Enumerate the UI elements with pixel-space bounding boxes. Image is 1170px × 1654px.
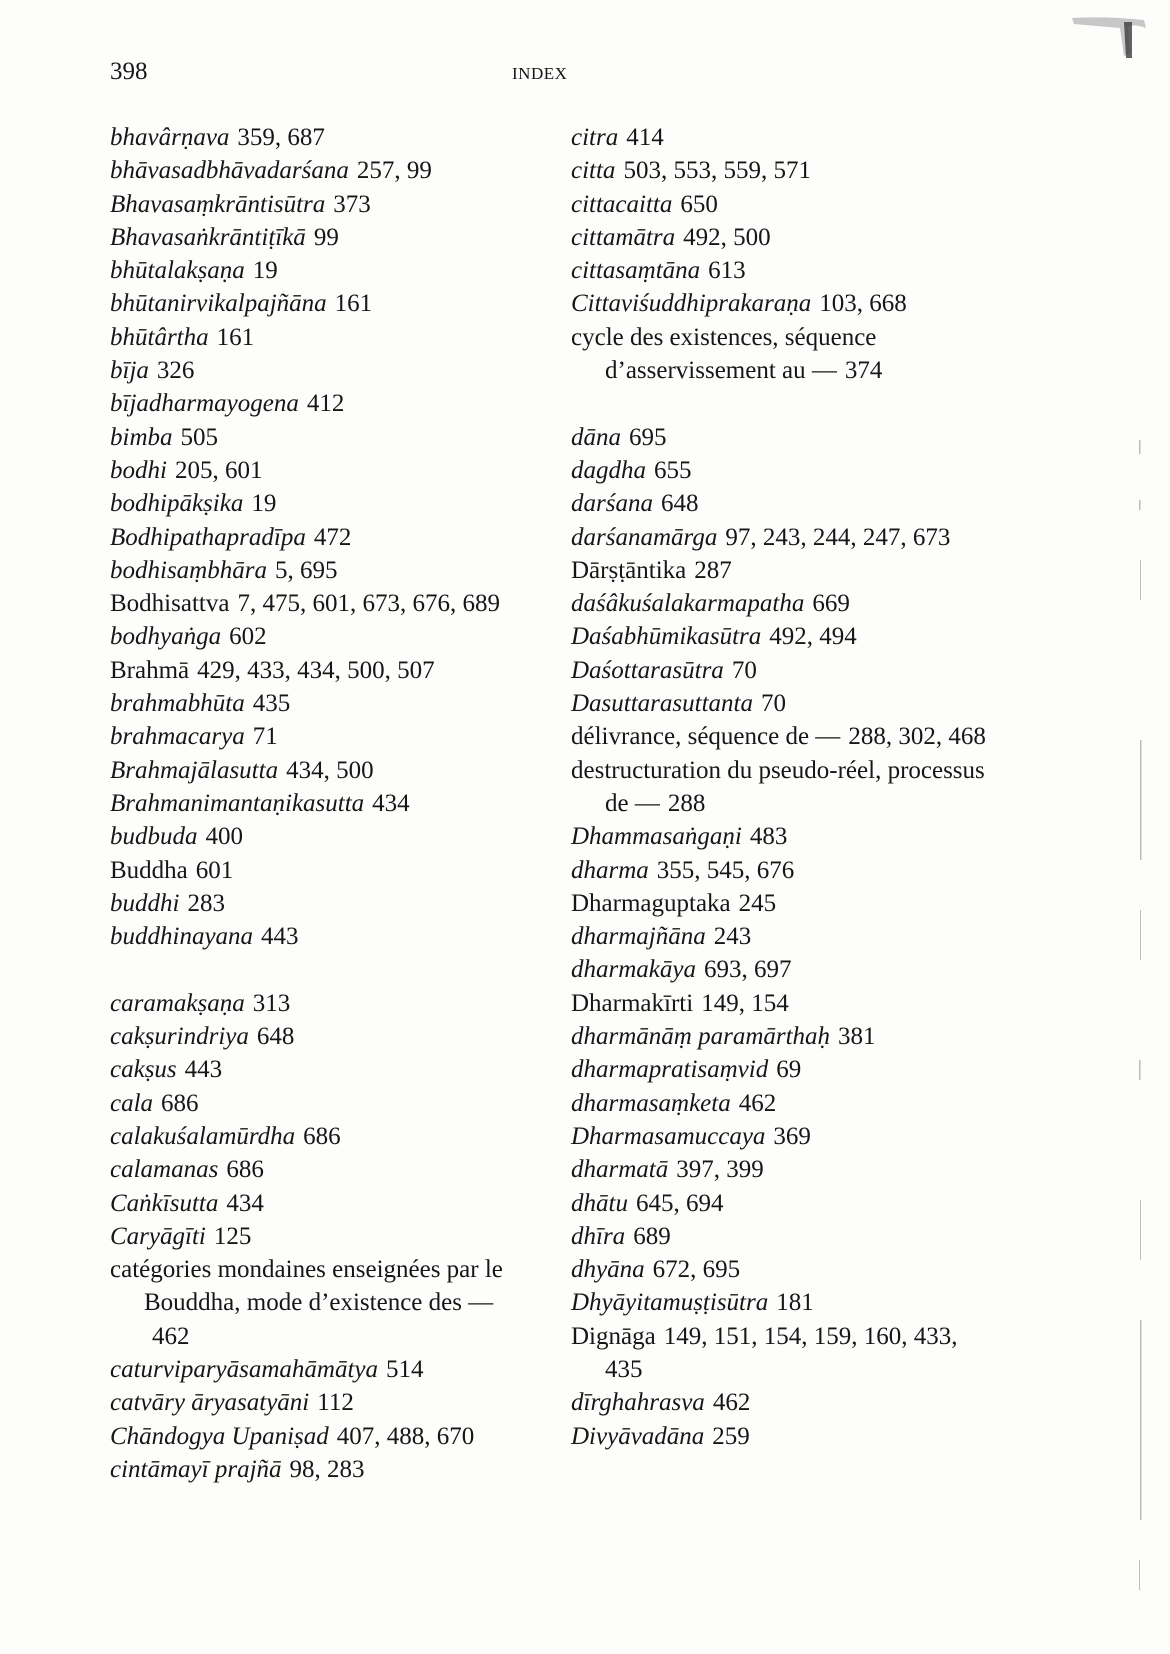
index-term: dharmakāya: [571, 956, 696, 984]
index-term: Dharmasamuccaya: [571, 1122, 766, 1150]
page-references: 243: [713, 923, 752, 951]
margin-specks: [1136, 440, 1146, 1640]
index-term: cakṣurindriya: [110, 1023, 249, 1051]
running-head: INDEX: [512, 64, 568, 83]
page-references: 412: [306, 390, 345, 418]
index-entry: [110, 620, 530, 653]
index-term: bhavârṇava: [110, 124, 230, 151]
index-entry: [571, 654, 991, 687]
page-references: 381: [838, 1023, 876, 1051]
index-term: Caryāgīti: [110, 1222, 206, 1250]
index-entry: [571, 421, 991, 454]
index-term: cakṣus: [110, 1056, 177, 1084]
page-references: 434, 500: [286, 756, 374, 784]
page-references: 669: [812, 590, 850, 618]
page-references: 149, 151, 154, 159, 160, 433, 435: [605, 1322, 958, 1383]
index-entry: [571, 487, 991, 520]
index-entry: [110, 1153, 530, 1186]
index-entry: [571, 754, 991, 821]
index-entry: [571, 987, 991, 1020]
page-references: 283: [187, 889, 225, 917]
page-references: 70: [760, 690, 786, 718]
index-entry: [571, 188, 991, 221]
page-references: 369: [773, 1122, 811, 1150]
index-entry: [571, 820, 991, 853]
index-entry: [571, 720, 991, 753]
index-term: dagdha: [571, 456, 646, 484]
page-references: 125: [213, 1222, 252, 1250]
index-term: calamanas: [110, 1156, 219, 1184]
page-references: 99: [313, 223, 339, 251]
index-term: délivrance, séquence de —: [571, 723, 841, 751]
page-references: 407, 488, 670: [336, 1422, 475, 1450]
index-entry: [571, 1053, 991, 1086]
index-term: buddhinayana: [110, 923, 254, 951]
index-term: bodhyaṅga: [110, 623, 222, 651]
page-references: 648: [660, 490, 699, 518]
page-references: 655: [654, 456, 692, 484]
index-term: cittacaitta: [571, 190, 673, 218]
page-references: 259: [712, 1422, 750, 1450]
index-entry: [571, 254, 991, 287]
page-references: 648: [256, 1023, 295, 1051]
index-entry: [110, 387, 530, 420]
page-references: 514: [386, 1355, 424, 1383]
index-term: dhyāna: [571, 1256, 645, 1284]
index-term: bīja: [110, 357, 149, 385]
page-references: 97, 243, 244, 247, 673: [725, 523, 951, 551]
index-term: Caṅkīsutta: [110, 1189, 219, 1217]
index-entry: [110, 321, 530, 354]
page-references: 462: [738, 1089, 777, 1117]
index-entry: [110, 654, 530, 687]
page-references: 686: [161, 1089, 199, 1117]
index-entry: [571, 887, 991, 920]
page-references: 443: [261, 923, 299, 951]
index-term: Divyāvadāna: [571, 1422, 705, 1450]
page-references: 257, 99: [356, 157, 432, 185]
index-entry: [110, 554, 530, 587]
page-references: 288, 302, 468: [848, 723, 986, 751]
index-term: dharmapratisaṃvid: [571, 1056, 769, 1084]
index-entry: [571, 1120, 991, 1153]
section-gap: [110, 953, 530, 986]
index-term: dharmānāṃ paramārthaḥ: [571, 1023, 831, 1051]
page-references: 71: [252, 723, 278, 751]
index-entry: [571, 953, 991, 986]
index-term: Cittaviśuddhiprakaraṇa: [571, 290, 812, 318]
index-term: bhāvasadbhāvadarśana: [110, 157, 349, 185]
index-term: darśana: [571, 490, 653, 518]
index-term: cittamātra: [571, 223, 676, 251]
index-entry: [110, 254, 530, 287]
page-references: 645, 694: [635, 1189, 724, 1217]
page-references: 434: [226, 1189, 264, 1217]
index-term: cycle des existences, séquence d’asservissement au —: [571, 323, 877, 385]
index-entry: [571, 454, 991, 487]
index-term: Dasuttarasuttanta: [571, 690, 753, 718]
page-references: 98, 283: [289, 1455, 365, 1483]
index-term: Brahmajālasutta: [110, 756, 279, 784]
index-entry: [571, 587, 991, 620]
index-term: dharmajñāna: [571, 923, 706, 951]
index-entry: [571, 1020, 991, 1053]
index-term: Chāndogya Upaniṣad: [110, 1422, 329, 1450]
page-references: 435: [252, 690, 291, 718]
page-references: 69: [776, 1056, 802, 1084]
index-term: budbuda: [110, 823, 198, 851]
page-references: 359, 687: [237, 124, 325, 151]
index-entry: [110, 720, 530, 753]
index-term: dāna: [571, 423, 621, 451]
page-references: 245: [738, 889, 777, 917]
index-entry: [110, 354, 530, 387]
index-term: daśâkuśalakarmapatha: [571, 590, 805, 618]
page-references: 462: [152, 1322, 190, 1350]
page-references: 503, 553, 559, 571: [623, 157, 811, 185]
index-entry: [110, 1353, 530, 1386]
index-term: caturviparyāsamahāmātya: [110, 1355, 379, 1383]
index-entry: [110, 1187, 530, 1220]
index-term: Brahmā: [110, 656, 190, 684]
index-term: darśanamārga: [571, 523, 718, 551]
page-references: 602: [229, 623, 267, 651]
index-entry: [571, 287, 991, 320]
page-references: 693, 697: [703, 956, 792, 984]
page-references: 492, 500: [683, 223, 771, 251]
page-references: 483: [749, 823, 788, 851]
page-references: 601: [195, 856, 234, 884]
index-term: bhūtârtha: [110, 323, 209, 351]
page-references: 7, 475, 601, 673, 676, 689: [237, 590, 500, 618]
page-references: 19: [252, 257, 278, 285]
page-references: 686: [226, 1156, 264, 1184]
index-entry: [571, 1153, 991, 1186]
index-term: destructuration du pseudo-réel, processus de —: [571, 756, 985, 817]
index-term: cittasaṃtāna: [571, 257, 701, 285]
page-references: 400: [205, 823, 243, 851]
page-references: 434: [372, 789, 410, 817]
index-entry: [110, 287, 530, 320]
index-term: citta: [571, 157, 616, 185]
index-entry: [571, 1253, 991, 1286]
page-references: 689: [633, 1222, 671, 1250]
index-entry: [571, 521, 991, 554]
index-term: dharmatā: [571, 1156, 669, 1184]
index-term: bījadharmayogena: [110, 390, 299, 418]
index-term: bodhisaṃbhāra: [110, 556, 267, 584]
index-entry: [571, 321, 991, 388]
index-entry: [110, 587, 530, 620]
page-references: 70: [731, 656, 757, 684]
index-entry: [571, 1320, 991, 1387]
index-entry: [110, 221, 530, 254]
index-term: dīrghahrasva: [571, 1389, 705, 1417]
index-entry: [110, 487, 530, 520]
index-entry: [110, 1087, 530, 1120]
index-entry: [110, 1120, 530, 1153]
index-term: Dārṣṭāntika: [571, 556, 687, 584]
index-term: Dharmaguptaka: [571, 889, 731, 917]
index-entry: [571, 1386, 991, 1419]
index-column-right: [571, 121, 991, 1453]
index-entry: [571, 1187, 991, 1220]
page-references: 686: [303, 1122, 341, 1150]
page-references: 181: [776, 1289, 814, 1317]
page-references: 429, 433, 434, 500, 507: [197, 656, 435, 684]
page-references: 472: [313, 523, 352, 551]
index-entry: [571, 121, 991, 154]
index-entry: [571, 620, 991, 653]
index-term: Daśottarasūtra: [571, 656, 724, 684]
index-term: brahmabhūta: [110, 690, 245, 718]
index-term: cala: [110, 1089, 154, 1117]
index-entry: [571, 920, 991, 953]
index-entry: [110, 920, 530, 953]
page-references: 161: [216, 323, 255, 351]
index-entry: [110, 1453, 530, 1486]
index-entry: [110, 1020, 530, 1053]
page-references: 19: [251, 490, 277, 518]
page-references: 505: [180, 423, 218, 451]
index-term: catvāry āryasatyāni: [110, 1389, 310, 1417]
index-term: bodhi: [110, 456, 167, 484]
index-entry: [110, 188, 530, 221]
corner-smudge-icon: [1066, 14, 1150, 60]
page-references: 462: [712, 1389, 751, 1417]
page-references: 492, 494: [769, 623, 857, 651]
page-references: 5, 695: [274, 556, 338, 584]
page-references: 287: [694, 556, 732, 584]
index-entry: [571, 854, 991, 887]
index-term: Dignāga: [571, 1322, 656, 1350]
index-term: Dhyāyitamuṣṭisūtra: [571, 1289, 769, 1317]
page-references: 397, 399: [676, 1156, 764, 1184]
index-entry: [571, 1220, 991, 1253]
index-column-left: [110, 121, 530, 1486]
index-entry: [110, 820, 530, 853]
index-term: Dhammasaṅgaṇi: [571, 823, 742, 851]
index-entry: [110, 787, 530, 820]
index-term: bodhipākṣika: [110, 490, 244, 518]
index-term: dhīra: [571, 1222, 626, 1250]
page-number: 398: [110, 58, 148, 85]
index-term: Dharmakīrti: [571, 989, 694, 1017]
page-references: 613: [708, 257, 746, 285]
index-entry: [571, 221, 991, 254]
index-entry: [110, 1386, 530, 1419]
section-gap: [571, 387, 991, 420]
index-term: cintāmayī prajñā: [110, 1455, 282, 1483]
index-term: buddhi: [110, 889, 180, 917]
page-references: 161: [334, 290, 373, 318]
page-references: 443: [184, 1056, 223, 1084]
index-term: caramakṣaṇa: [110, 989, 245, 1017]
index-term: brahmacarya: [110, 723, 245, 751]
page-references: 205, 601: [174, 456, 263, 484]
index-term: Buddha: [110, 856, 188, 884]
index-term: Bhavasaṃkrāntisūtra: [110, 190, 326, 218]
index-entry: [110, 1053, 530, 1086]
index-term: catégories mondaines enseignées par le Bouddha, mode d’existence des —: [110, 1256, 503, 1317]
index-entry: [110, 521, 530, 554]
index-term: Brahmanimantaṇikasutta: [110, 789, 365, 817]
index-term: Bodhisattva: [110, 590, 230, 618]
page-references: 288: [667, 789, 706, 817]
index-term: Bhavasaṅkrāntiṭīkā: [110, 223, 306, 251]
index-entry: [571, 1286, 991, 1319]
index-entry: [110, 887, 530, 920]
page-references: 149, 154: [701, 989, 789, 1017]
index-entry: [110, 987, 530, 1020]
page-references: 103, 668: [819, 290, 907, 318]
index-term: calakuśalamūrdha: [110, 1122, 296, 1150]
index-entry: [110, 1420, 530, 1453]
index-entry: [110, 1220, 530, 1253]
index-entry: [110, 121, 530, 154]
index-term: bhūtalakṣaṇa: [110, 257, 245, 285]
page-references: 695: [629, 423, 667, 451]
index-term: Bodhipathapradīpa: [110, 523, 306, 551]
page-references: 112: [317, 1389, 354, 1417]
page-references: 313: [252, 989, 291, 1017]
page-references: 672, 695: [652, 1256, 741, 1284]
index-term: bimba: [110, 423, 173, 451]
index-term: citra: [571, 124, 619, 151]
index-term: bhūtanirvikalpajñāna: [110, 290, 327, 318]
index-entry: [571, 1420, 991, 1453]
page-references: 355, 545, 676: [656, 856, 795, 884]
index-entry: [571, 687, 991, 720]
index-entry: [571, 1087, 991, 1120]
index-entry: [110, 754, 530, 787]
page-references: 373: [333, 190, 371, 218]
index-entry: [110, 154, 530, 187]
page-references: 414: [626, 124, 664, 151]
index-entry: [110, 1253, 530, 1353]
index-term: dharmasaṃketa: [571, 1089, 731, 1117]
page-references: 374: [844, 357, 883, 385]
index-entry: [110, 687, 530, 720]
index-term: dharma: [571, 856, 649, 884]
page-references: 326: [156, 357, 195, 385]
index-entry: [110, 454, 530, 487]
index-entry: [110, 421, 530, 454]
index-term: Daśabhūmikasūtra: [571, 623, 762, 651]
page-references: 650: [680, 190, 718, 218]
index-term: dhātu: [571, 1189, 628, 1217]
index-entry: [110, 854, 530, 887]
index-entry: [571, 154, 991, 187]
index-entry: [571, 554, 991, 587]
